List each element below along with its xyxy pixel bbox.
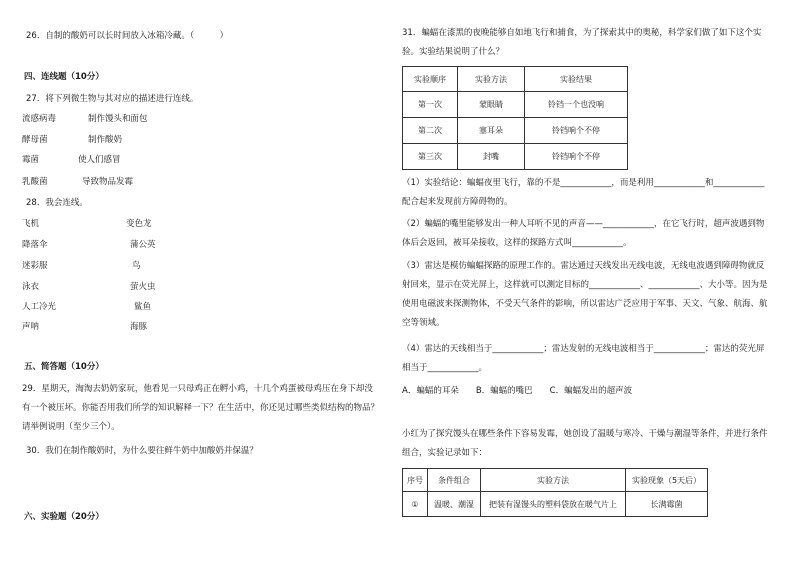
- q28-left-item: 降落伞: [22, 240, 48, 250]
- table-row: [403, 492, 708, 517]
- q27-right-item: 使人们感冒: [78, 155, 121, 165]
- table-cell: 铃铛响个不停: [525, 118, 628, 144]
- question-26: 26．自制的酸奶可以长时间放入冰箱冷藏。（ ）: [26, 31, 229, 41]
- table-cell: 第一次: [403, 92, 458, 118]
- section-6-title: 六、实验题（20分）: [24, 512, 104, 522]
- q28-left-item: 人工冷光: [22, 302, 57, 312]
- table-header: 实验顺序: [403, 67, 458, 92]
- table-header: 实验现象（5天后）: [626, 469, 708, 492]
- sub-question-3: （3）雷达是模仿蝙蝠探路的原理工作的。雷达通过天线发出无线电波，无线电波遇到障碍物就反射回来，显示在荧光屏上，这样就可以测定目标的____________、____________、大小等。因为是使用电磁波来探测物体，不受天气条件的影响，所以雷达广泛应用于军事、天文、气象、航海、航空等领域。: [402, 261, 768, 328]
- table-cell: 蒙眼睛: [458, 92, 525, 118]
- table-cell: 封嘴: [458, 144, 525, 170]
- experiment-table: [402, 66, 628, 170]
- q27-left-item: 酵母菌: [22, 135, 48, 145]
- table-header: 条件组合: [428, 469, 481, 492]
- q28-right-item: 鸟: [132, 261, 141, 271]
- sub-question-1: （1）实验结论：蝙蝠夜里飞行，靠的不是____________，而是利用____________和____________配合起来发现前方障碍物的。: [402, 178, 765, 207]
- section-5-title: 五、简答题（10分）: [24, 362, 104, 372]
- q27-left-item: 霉菌: [22, 155, 40, 165]
- table-cell: 塞耳朵: [458, 118, 525, 144]
- question-29: 29．星期天，淘淘去奶奶家玩，他看见一只母鸡正在孵小鸡，十几个鸡蛋被母鸡压在身下却没有一个被压坏。你能否用我们所学的知识解释一下？在生活中，你还见过哪些类似结构的物品？请举例说明（至少三个）。: [22, 384, 380, 432]
- q27-left-item: 乳酸菌: [22, 177, 48, 187]
- question-28: 28．我会连线。: [26, 198, 88, 208]
- table-header: 实验方法: [458, 67, 525, 92]
- q27-left-item: 流感病毒: [22, 114, 57, 124]
- table-cell: 第三次: [403, 144, 458, 170]
- answer-options: A．蝙蝠的耳朵 B．蝙蝠的嘴巴 C．蝙蝠发出的超声波: [402, 386, 633, 396]
- table-header: 序号: [403, 469, 428, 492]
- table-cell: ①: [403, 492, 428, 517]
- table-header: 实验结果: [525, 67, 628, 92]
- question-31: 31．蝙蝠在漆黑的夜晚能够自如地飞行和捕食，为了探索其中的奥秘，科学家们做了如下这个实验。实验结果说明了什么？: [402, 28, 762, 57]
- table-cell: 温暖、潮湿: [428, 492, 481, 517]
- table-row: [403, 144, 628, 170]
- q27-right-item: 制作馒头和面包: [88, 114, 148, 124]
- question-30: 30．我们在制作酸奶时，为什么要往鲜牛奶中加酸奶并保温？: [26, 446, 258, 456]
- q27-right-item: 制作酸奶: [88, 135, 123, 145]
- table-header: 实验方法: [481, 469, 626, 492]
- table-cell: 把装有湿馒头的塑料袋放在暖气片上: [481, 492, 626, 517]
- q28-right-item: 变色龙: [126, 219, 152, 229]
- table-row: [403, 92, 628, 118]
- table-cell: 铃铛一个也没响: [525, 92, 628, 118]
- section-4-title: 四、连线题（10分）: [24, 72, 104, 82]
- q28-right-item: 海豚: [130, 322, 148, 332]
- q28-left-item: 泳衣: [22, 282, 40, 292]
- q28-right-item: 鲨鱼: [134, 302, 152, 312]
- q28-right-item: 萤火虫: [130, 282, 156, 292]
- sub-question-2: （2）蝙蝠的嘴里能够发出一种人耳听不见的声音——____________，在它飞行时，超声波遇到物体后会返回，被耳朵接收，这样的探路方式叫____________。: [402, 219, 765, 248]
- right-column: [402, 0, 774, 561]
- question-27: 27．将下列微生物与其对应的描述进行连线。: [26, 94, 199, 104]
- mold-experiment-table: [402, 468, 708, 517]
- sub-question-4: （4）雷达的天线相当于____________；雷达发射的无线电波相当于____________；雷达的荧光屏相当于____________。: [402, 344, 765, 373]
- table-cell: 长满霉菌: [626, 492, 708, 517]
- q28-left-item: 迷彩服: [22, 261, 48, 271]
- q27-right-item: 导致物品发霉: [82, 177, 134, 187]
- table-row: [403, 118, 628, 144]
- q28-left-item: 声呐: [22, 322, 40, 332]
- question-32: 小红为了探究馒头在哪些条件下容易发霉，她创设了温暖与寒冷、干燥与潮湿等条件，并进行条件组合，实验记录如下：: [402, 429, 768, 458]
- table-cell: 铃铛响个不停: [525, 144, 628, 170]
- left-column: [22, 0, 382, 561]
- q28-left-item: 飞机: [22, 219, 40, 229]
- q28-right-item: 蒲公英: [130, 240, 156, 250]
- table-cell: 第二次: [403, 118, 458, 144]
